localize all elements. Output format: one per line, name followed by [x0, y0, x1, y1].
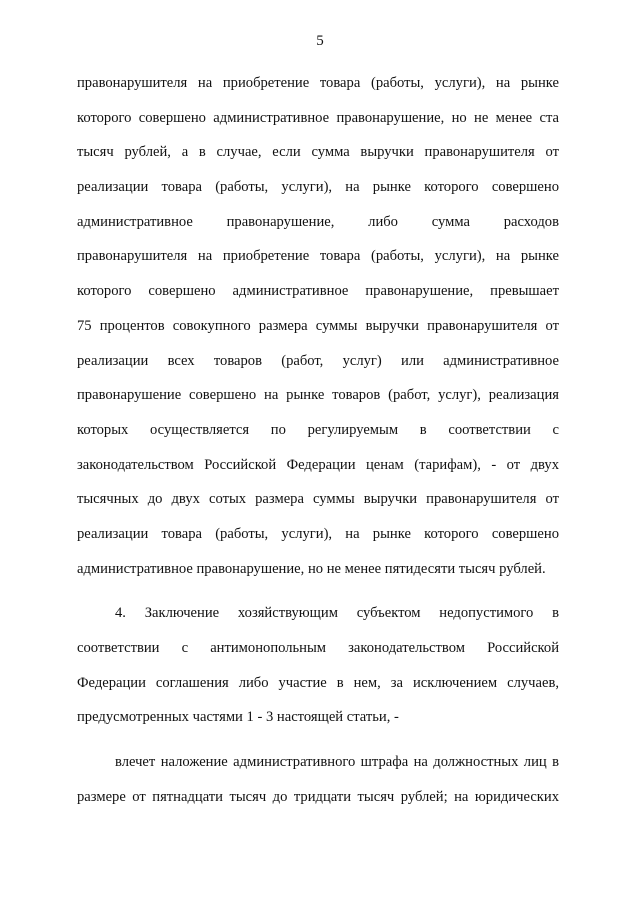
- paragraph-continuation: [77, 66, 559, 586]
- text-line: влечет наложение административного штрафа на должностных лиц в: [115, 754, 559, 771]
- text-line: реализации товара (работы, услуги), на рынке которого совершено: [77, 179, 559, 196]
- text-line: 75 процентов совокупного размера суммы выручки правонарушителя от: [77, 317, 559, 334]
- page-number: 5: [316, 33, 324, 49]
- text-line: реализации товара (работы, услуги), на рынке которого совершено: [77, 525, 559, 542]
- text-line: которого совершено административное правонарушение, но не менее ста: [77, 109, 559, 126]
- paragraph-gap: [77, 735, 559, 745]
- text-line: административное правонарушение, но не менее пятидесяти тысяч рублей.: [77, 560, 546, 577]
- text-line: правонарушителя на приобретение товара (работы, услуги), на рынке: [77, 75, 559, 91]
- text-line: законодательством Российской Федерации ценам (тарифам), - от двух: [77, 456, 559, 473]
- text-line: реализации всех товаров (работ, услуг) или административное: [77, 352, 559, 369]
- text-line: размере от пятнадцати тысяч до тридцати тысяч рублей; на юридических: [77, 788, 559, 805]
- document-body: [77, 66, 559, 814]
- text-line: 4. Заключение хозяйствующим субъектом недопустимого в: [115, 605, 559, 622]
- text-line: административное правонарушение, либо сумма расходов: [77, 213, 559, 230]
- text-line: предусмотренных частями 1 - 3 настоящей статьи, -: [77, 709, 399, 726]
- paragraph-gap: [77, 586, 559, 596]
- text-line: правонарушителя на приобретение товара (работы, услуги), на рынке: [77, 248, 559, 265]
- text-line: которого совершено административное правонарушение, превышает: [77, 283, 559, 300]
- text-line: тысячных до двух сотых размера суммы выручки правонарушителя от: [77, 491, 559, 508]
- paragraph-item-4: [77, 596, 559, 735]
- text-line: тысяч рублей, а в случае, если сумма выручки правонарушителя от: [77, 144, 559, 161]
- text-line: соответствии с антимонопольным законодательством Российской: [77, 640, 559, 656]
- text-line: которых осуществляется по регулируемым в соответствии с: [77, 421, 559, 438]
- text-line: Федерации соглашения либо участие в нем, за исключением случаев,: [77, 674, 559, 691]
- paragraph-penalty: [77, 745, 559, 814]
- text-line: правонарушение совершено на рынке товаров (работ, услуг), реализация: [77, 387, 559, 404]
